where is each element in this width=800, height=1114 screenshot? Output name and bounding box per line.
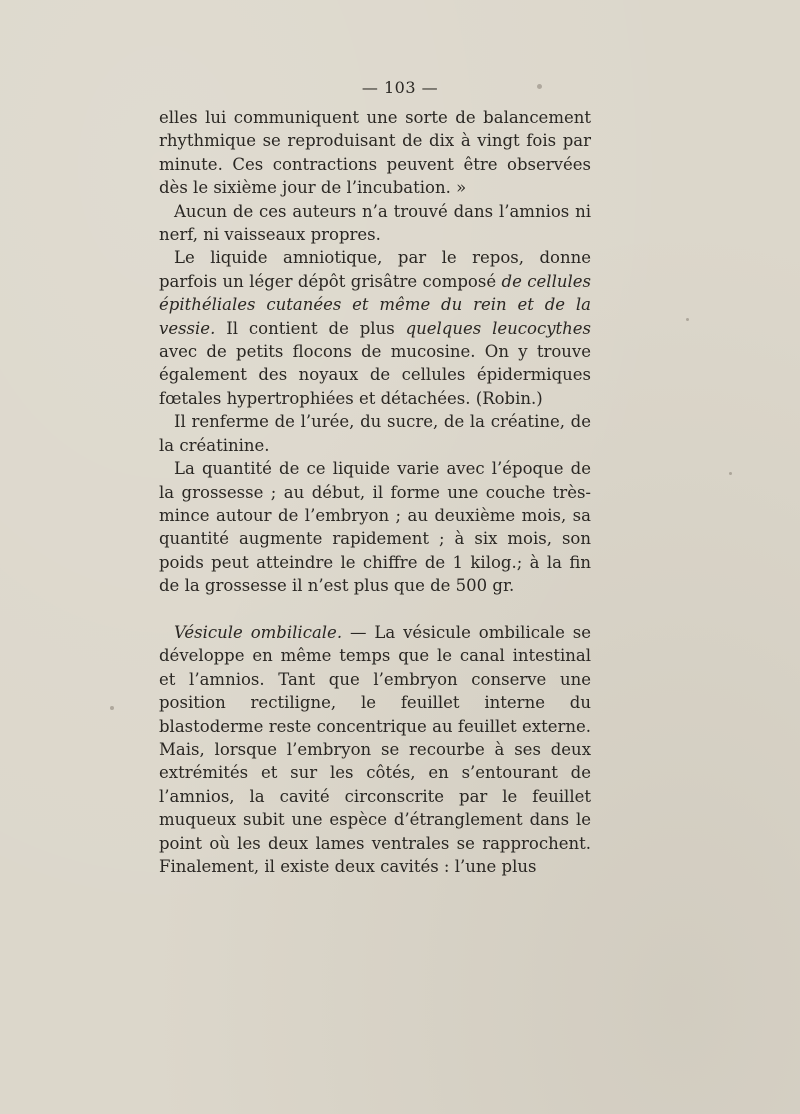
paragraph-3-italic-a: de cellules épithéliales cutanées et même du rein et de la vessie. bbox=[159, 271, 591, 338]
paragraph-1 bbox=[159, 106, 591, 200]
page-number: — 103 — bbox=[361, 78, 439, 97]
paragraph-3-italic-b: quelques leucocythes bbox=[405, 318, 592, 338]
paper-spot bbox=[686, 318, 689, 321]
paragraph-1-text: elles lui communiquent une sorte de balancement rhythmique se reproduisant de dix à vingt fois par minute. Ces contractions peuvent être observées dès le sixième jour de l’incubation. » bbox=[159, 108, 591, 198]
paper-spot bbox=[537, 84, 542, 89]
paragraph-3-text-c: avec de petits flocons de mucosine. On y trouve également des noyaux de cellules épidermiques fœtales hypertrophiées et détachées. (Robin.) bbox=[159, 342, 591, 408]
paragraph-5 bbox=[159, 457, 591, 597]
paragraph-4-text: Il renferme de l’urée, du sucre, de la créatine, de la créatinine. bbox=[159, 412, 591, 455]
paragraph-3-text-a: Le liquide amniotique, par le repos, donne parfois un léger dépôt grisâtre composé bbox=[159, 248, 591, 291]
section-title-vesicule: Vésicule ombilicale. bbox=[174, 622, 343, 642]
paragraph-5-text: La quantité de ce liquide varie avec l’époque de la grossesse ; au début, il forme une couche très-mince autour de l’embryon ; au deuxième mois, sa quantité augmente rapidement ; à six mois, son poids peut atteindre le chiffre de 1 kilog.; à la fin de la grossesse il n’est plus que de 500 gr. bbox=[159, 459, 591, 596]
paragraph-3-text-b: Il contient de plus bbox=[215, 318, 406, 338]
paper-spot bbox=[110, 706, 114, 710]
paper-spot bbox=[729, 472, 732, 475]
body-text bbox=[159, 106, 591, 878]
paragraph-2-text: Aucun de ces auteurs n’a trouvé dans l’amnios ni nerf, ni vaisseaux propres. bbox=[159, 201, 591, 245]
paragraph-4 bbox=[159, 410, 591, 457]
paragraph-6 bbox=[159, 621, 591, 878]
paragraph-6-text: — La vésicule ombilicale se développe en même temps que le canal intestinal et l’amnios. Tant que l’embryon conserve une position rectiligne, le feuillet interne du blastoderme reste concentrique au feuillet externe. Mais, lorsque l’embryon se recourbe à ses deux extrémités et sur les côtés, en s’entourant de l’amnios, la cavité circonscrite par le feuillet muqueux subit une espèce d’étranglement dans le point où les deux lames ventrales se rapprochent. Finalement, il existe deux cavités : l’une plus bbox=[159, 622, 591, 876]
paragraph-2 bbox=[159, 200, 591, 247]
paragraph-3 bbox=[159, 246, 591, 410]
